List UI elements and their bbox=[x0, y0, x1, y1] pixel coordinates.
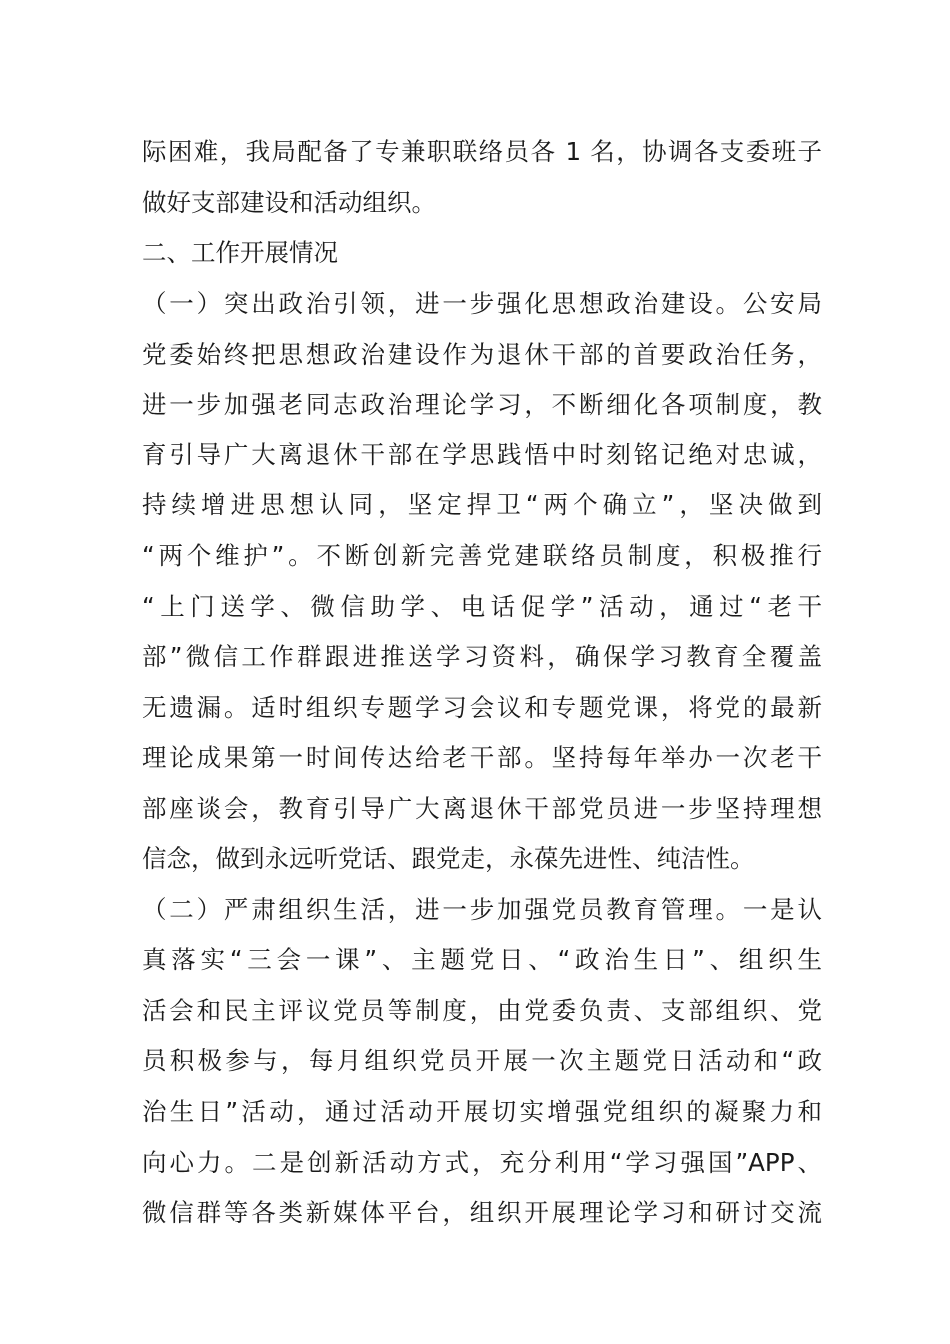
text-line-15: 信念，做到永远听党话、跟党走，永葆先进性、纯洁性。 bbox=[142, 844, 755, 873]
section-heading: 二、工作开展情况 bbox=[142, 238, 338, 267]
text-line-20: 治生日”活动，通过活动开展切实增强党组织的凝聚力和 bbox=[142, 1097, 822, 1126]
text-line-18: 活会和民主评议党员等制度，由党委负责、支部组织、党 bbox=[142, 996, 822, 1025]
text-line-21: 向心力。二是创新活动方式，充分利用“学习强国”APP、 bbox=[142, 1148, 822, 1177]
text-line-14: 部座谈会，教育引导广大离退休干部党员进一步坚持理想 bbox=[142, 794, 822, 823]
text-line-22: 微信群等各类新媒体平台，组织开展理论学习和研讨交流 bbox=[142, 1198, 822, 1227]
text-line-16: （二）严肃组织生活，进一步加强党员教育管理。一是认 bbox=[142, 895, 822, 924]
text-line-10: “上门送学、微信助学、电话促学”活动，通过“老干 bbox=[142, 592, 822, 621]
text-line-5: 党委始终把思想政治建设作为退休干部的首要政治任务， bbox=[142, 340, 822, 369]
text-line-11: 部”微信工作群跟进推送学习资料，确保学习教育全覆盖 bbox=[142, 642, 822, 671]
text-line-7: 育引导广大离退休干部在学思践悟中时刻铭记绝对忠诚， bbox=[142, 440, 822, 469]
text-line-8: 持续增进思想认同，坚定捍卫“两个确立”，坚决做到 bbox=[142, 490, 822, 519]
text-line-12: 无遗漏。适时组织专题学习会议和专题党课，将党的最新 bbox=[142, 693, 822, 722]
text-line-19: 员积极参与，每月组织党员开展一次主题党日活动和“政 bbox=[142, 1046, 822, 1075]
text-line-4: （一）突出政治引领，进一步强化思想政治建设。公安局 bbox=[142, 289, 822, 318]
text-line-13: 理论成果第一时间传达给老干部。坚持每年举办一次老干 bbox=[142, 743, 822, 772]
text-line-17: 真落实“三会一课”、主题党日、“政治生日”、组织生 bbox=[142, 945, 822, 974]
text-line-6: 进一步加强老同志政治理论学习，不断细化各项制度，教 bbox=[142, 390, 822, 419]
text-line-9: “两个维护”。不断创新完善党建联络员制度，积极推行 bbox=[142, 541, 822, 570]
text-line-2: 做好支部建设和活动组织。 bbox=[142, 188, 436, 217]
text-line-1: 际困难，我局配备了专兼职联络员各 1 名，协调各支委班子 bbox=[142, 137, 822, 166]
